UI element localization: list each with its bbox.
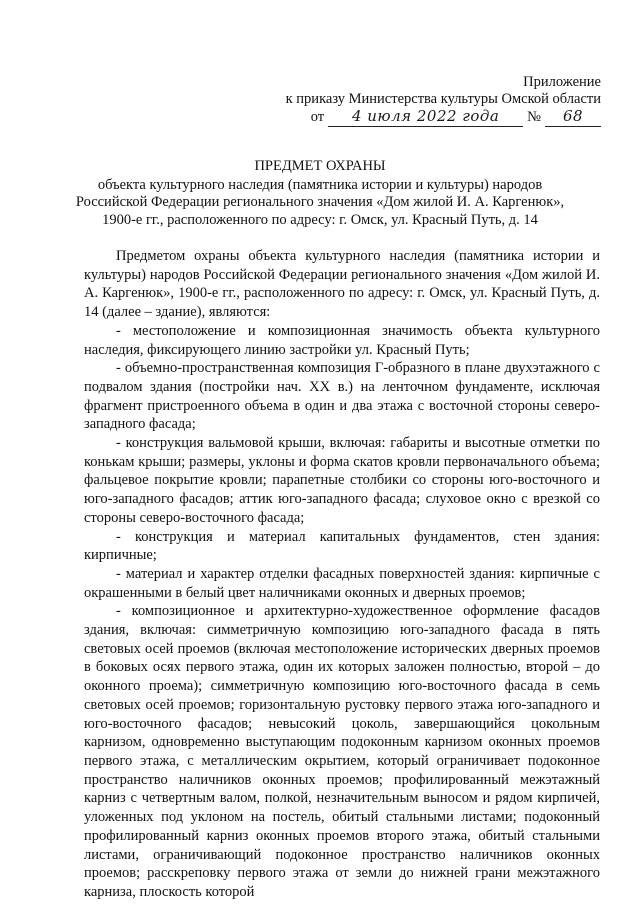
document-title-block — [40, 158, 600, 229]
document-title: ПРЕДМЕТ ОХРАНЫ — [254, 158, 386, 174]
list-item: - материал и характер отделки фасадных поверхностей здания: кирпичные с окрашенными в белый цвет наличниками оконных и дверных проемов; — [84, 565, 600, 601]
document-body — [84, 247, 600, 902]
subtitle-line-3: 1900-е гг., расположенного по адресу: г. Омск, ул. Красный Путь, д. 14 — [102, 211, 538, 228]
list-item: - местоположение и композиционная значимость объекта культурного наследия, фиксирующего линию застройки ул. Красный Путь; — [84, 322, 600, 358]
intro-paragraph: Предметом охраны объекта культурного наследия (памятника истории и культуры) народов Российской Федерации регионального значения «Дом жилой И. А. Каргенюк», 1900-е гг., расположенного по адресу: г. Омск, ул. Красный Путь, д. 14 (далее – здание), являются: — [84, 248, 600, 321]
list-item: - конструкция и материал капитальных фундаментов, стен здания: кирпичные; — [84, 528, 600, 564]
date-prefix: от — [310, 109, 325, 125]
appendix-header — [286, 74, 601, 127]
order-date-line — [286, 108, 601, 127]
order-reference: к приказу Министерства культуры Омской области — [285, 91, 601, 107]
number-label: № — [527, 109, 541, 125]
list-item: - конструкция вальмовой крыши, включая: габариты и высотные отметки по конькам крыши; размеры, уклоны и форма скатов кровли первоначального объема; фальцевое покрытие кровли; парапетные столбики со стороны юго-восточного и юго-западного фасадов; аттик юго-западного фасада; слуховое окно с врезкой со стороны северо-восточного фасада; — [84, 435, 600, 526]
list-item: - объемно-пространственная композиция Г-образного в плане двухэтажного с подвалом здания (постройки нач. XX в.) на ленточном фундаменте, исключая фрагмент пристроенного объема в один и два этажа с восточной стороны северо-западного фасада; — [84, 360, 600, 433]
handwritten-date: 4 июля 2022 года — [328, 108, 523, 127]
list-item: - композиционное и архитектурно-художественное оформление фасадов здания, включая: симметричную композицию юго-западного фасада в пять световых осей проемов (включая местоположение исторических дверных проемов в боковых осях первого этажа, один их которых заложен полностью, второй – до оконного проема); симметричную композицию юго-восточного фасада в семь световых осей проемов; горизонтальную рустовку первого этажа юго-западного и юго-восточного фасадов; невысокий цоколь, завершающийся цокольным карнизом, одновременно выступающим подоконным карнизом оконных проемов первого этажа, с металлическим окрытием, который ограничивает подоконное пространство наличников оконных проемов; профилированный межэтажный карниз с четвертным валом, полкой, незначительным выносом и рядом кирпичей, уложенных под уклоном на постель, обитый стальными листами; подоконный профилированный карниз оконных проемов второго этажа, обитый стальными листами, ограничивающий подоконное пространство наличников оконных проемов; расскреповку первого этажа от земли до нижней грани межэтажного карниза, плоскость которой — [84, 603, 600, 900]
handwritten-number: 68 — [545, 108, 601, 127]
appendix-label: Приложение — [523, 74, 601, 90]
subtitle-line-1: объекта культурного наследия (памятника истории и культуры) народов — [97, 176, 543, 193]
subtitle-line-2: Российской Федерации регионального значения «Дом жилой И. А. Каргенюк», — [75, 194, 565, 210]
